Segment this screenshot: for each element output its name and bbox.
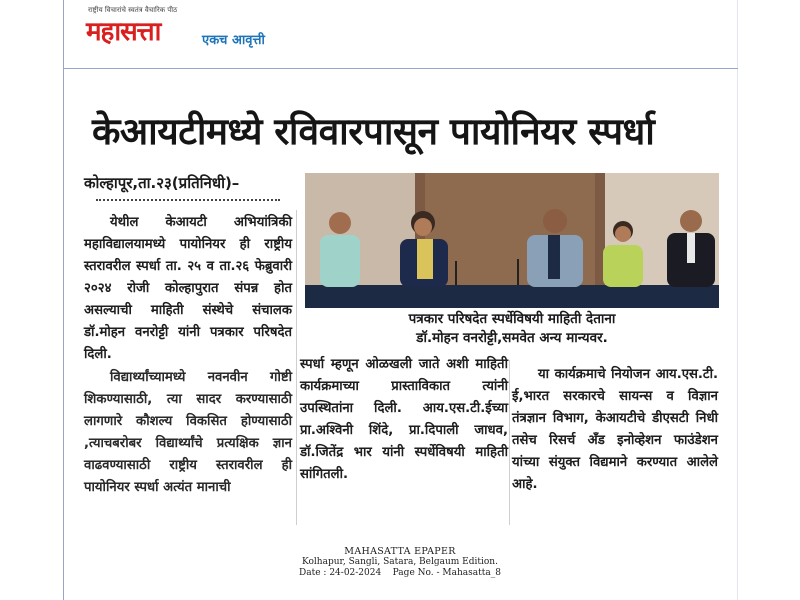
- column-1-paragraph-1-text: येथील केआयटी अभियांत्रिकी महाविद्यालयामध्ये पायोनियर ही राष्ट्रीय स्तरावरील स्पर्धा ता. २५ व ता.२६ फेब्रुवारी २०२४ रोजी कोल्हापुरात संपन्न होत असल्याची माहिती संस्थेचे संचालक डॉ.मोहन वनरोट्टी यांनी पत्रकार परिषदेत दिली.: [84, 215, 292, 362]
- column-divider-1: [296, 210, 297, 525]
- column-divider-2: [509, 360, 510, 525]
- newspaper-logo: महासत्ता: [86, 17, 161, 47]
- photo-illustration: [305, 173, 719, 308]
- masthead: [86, 6, 286, 56]
- footer-editions: Kolhapur, Sangli, Satara, Belgaum Edition.: [302, 557, 498, 567]
- edition-label: एकच आवृत्ती: [202, 33, 265, 48]
- article-dateline: कोल्हापूर,ता.२३(प्रतिनिधी)–: [84, 174, 240, 192]
- press-conference-photo: [305, 173, 719, 308]
- photo-caption-line-1: पत्रकार परिषदेत स्पर्धेविषयी माहिती देताना: [408, 311, 616, 327]
- epaper-footer: [250, 546, 550, 579]
- left-margin-rule: [63, 0, 64, 600]
- column-1-paragraph-2: [84, 367, 292, 499]
- masthead-tagline: राष्ट्रीय विचारांचे स्वतंत्र वैचारिक पीठ: [88, 6, 178, 14]
- masthead-rule: [63, 68, 738, 69]
- footer-title: MAHASATTA EPAPER: [344, 546, 456, 557]
- column-3-text: या कार्यक्रमाचे नियोजन आय.एस.टी. ई,भारत सरकारचे सायन्स व विज्ञान तंत्रज्ञान विभाग, केआयटीचे डीएसटी निधी तसेच रिसर्च अँड इनोव्हेशन फाउंडेशन यांच्या संयुक्त विद्यमाने करण्यात आलेले आहे.: [512, 367, 718, 492]
- photo-caption: [305, 310, 719, 348]
- dotted-separator: [96, 199, 280, 201]
- footer-date-page: Date : 24-02-2024 Page No. - Mahasatta_8: [299, 568, 501, 578]
- column-2-text: स्पर्धा म्हणून ओळखली जाते अशी माहिती कार्यक्रमाच्या प्रास्ताविकात त्यांनी उपस्थितांना दिली. आय.एस.टी.ईच्या प्रा.अश्विनी शिंदे, प्रा.दिपाली जाधव, डॉ.जितेंद्र भार यांनी स्पर्धेविषयी माहिती सांगितली.: [300, 357, 508, 482]
- column-3: [512, 364, 718, 496]
- article-headline: केआयटीमध्ये रविवारपासून पायोनियर स्पर्धा: [92, 110, 655, 153]
- column-1-paragraph-1: [84, 212, 292, 366]
- right-margin-rule: [737, 0, 738, 600]
- column-2: [300, 354, 508, 486]
- column-1-paragraph-2-text: विद्यार्थ्यांच्यामध्ये नवनवीन गोष्टी शिकण्यासाठी, त्या सादर करण्यासाठी लागणारे कौशल्य विकसित होण्यासाठी ,त्याचबरोबर विद्यार्थ्यांचे प्रत्यक्षिक ज्ञान वाढवण्यासाठी राष्ट्रीय स्तरावरील ही पायोनियर स्पर्धा अत्यंत मानाची: [84, 370, 292, 495]
- photo-caption-line-2: डॉ.मोहन वनरोट्टी,समवेत अन्य मान्यवर.: [416, 330, 608, 346]
